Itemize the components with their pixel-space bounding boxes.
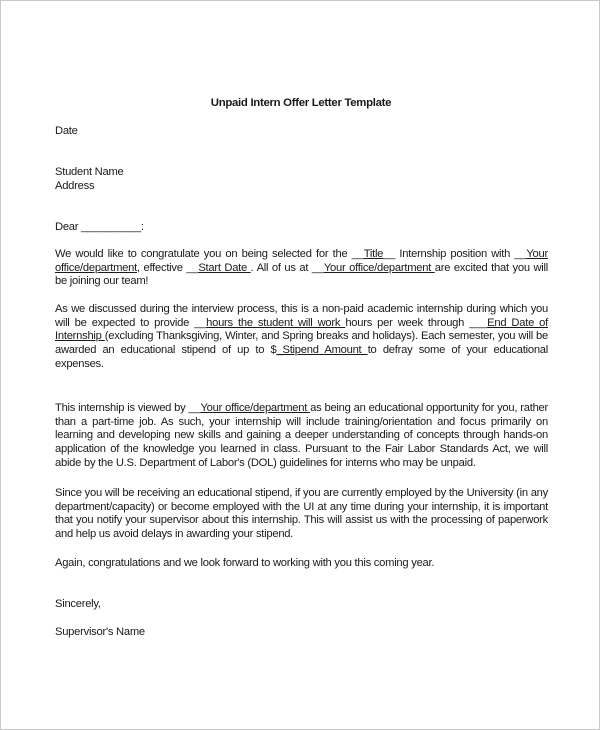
field-office-department: Your office/department	[200, 402, 311, 414]
salutation-prefix: Dear	[55, 221, 82, 233]
field-hours: hours the student will work	[206, 316, 346, 329]
salutation	[55, 221, 548, 235]
text: to defray some of your educational expenses.	[55, 344, 548, 370]
text: We would like to congratulate you on being selected for the __	[55, 248, 364, 260]
closing: Sincerely,	[55, 598, 101, 610]
field-start-date: Start Date	[198, 261, 251, 274]
salutation-suffix: :	[140, 221, 144, 233]
field-stipend-amount: _Stipend Amount	[276, 344, 368, 357]
text: are excited that you will be joining our team!	[55, 261, 548, 288]
field-office-department: Your office/department	[323, 261, 435, 274]
signature-name: Supervisor's Name	[55, 626, 145, 638]
field-office-department: Your office/department	[55, 248, 548, 274]
paragraph-internship-details	[55, 303, 548, 372]
text: . All of us at __	[250, 261, 324, 274]
paragraph-employment-notice: Since you will be receiving an educational stipend, if you are currently employed by the University (in any department/capacity) or become employed with the UI at any time during your internship, it is important that you notify your supervisor about this internship. This will assist us with the processing of paperwork and help us avoid delays in awarding your stipend.	[55, 487, 548, 541]
field-title: Title	[363, 248, 384, 260]
paragraph-congratulations	[55, 248, 548, 289]
text: __ Internship position with __	[383, 248, 527, 260]
text: As we discussed during the interview process, this is a non-paid academic internship during which you will be expected to provide __	[55, 303, 548, 329]
recipient-name: Student Name	[55, 166, 124, 178]
text: (excluding Thanksgiving, Winter, and Spring breaks and holidays). Each semester, you will be awarded an educational stipend of up to $	[55, 330, 548, 357]
text: as being an educational opportunity for you, rather than a part-time job. As such, your internship will include training/orientation and focus primarily on learning and developing new skills and gaining a deeper understanding of concepts through hands-on application of the knowledge you learned in class. Pursuant to the Fair Labor Standards Act, we will abide by the U.S. Department of Labor's (DOL) guidelines for interns who may be unpaid.	[55, 402, 548, 469]
field-end-date: End Date of Internship	[55, 316, 548, 343]
date-line: Date	[55, 125, 78, 137]
document-title: Unpaid Intern Offer Letter Template	[210, 97, 392, 109]
text: , effective __	[137, 261, 199, 274]
text: hours per week through ___	[345, 316, 488, 329]
salutation-blank: __________	[81, 221, 141, 233]
paragraph-closing-remark: Again, congratulations and we look forward to working with you this coming year.	[55, 557, 435, 569]
recipient-address: Address	[55, 180, 95, 192]
paragraph-educational-opportunity	[55, 402, 548, 471]
text: This internship is viewed by __	[55, 402, 201, 414]
